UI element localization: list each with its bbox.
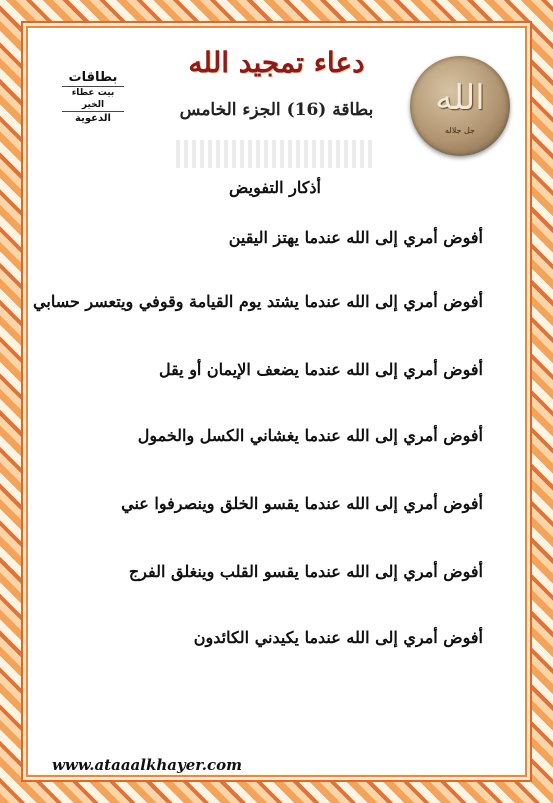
logo-line-3: الدعوية xyxy=(75,113,111,124)
logo-line-2: بيت عطاء الخير xyxy=(62,86,124,112)
dua-line: أفوض أمري إلى الله عندما يهتز اليقين xyxy=(228,228,483,247)
dua-line: أفوض أمري إلى الله عندما يكيدني الكائدون xyxy=(193,628,483,647)
dua-line: أفوض أمري إلى الله عندما يقسو القلب وينغلق الفرج xyxy=(128,562,483,581)
section-title: أذكار التفويض xyxy=(229,178,321,197)
logo-line-1: بطاقات xyxy=(68,70,118,85)
dua-line: أفوض أمري إلى الله عندما يقسو الخلق وينصرفوا عني xyxy=(121,494,483,513)
dua-line: أفوض أمري إلى الله عندما يغشاني الكسل والخمول xyxy=(137,426,483,445)
page-title: دعاء تمجيد الله xyxy=(188,46,365,79)
medallion-caption: جل جلاله xyxy=(445,126,475,135)
card-subtitle: بطاقة (16) الجزء الخامس xyxy=(179,100,374,120)
allah-medallion-icon xyxy=(410,56,510,156)
publisher-logo xyxy=(62,70,124,124)
decorative-divider xyxy=(176,140,376,168)
medallion-calligraphy: الله xyxy=(435,78,485,118)
website-link[interactable]: www.ataaalkhayer.com xyxy=(52,756,242,774)
dua-line: أفوض أمري إلى الله عندما يضعف الإيمان أو يقل xyxy=(158,360,483,379)
dua-line: أفوض أمري إلى الله عندما يشتد يوم القيامة وقوفي ويتعسر حسابي xyxy=(33,292,483,311)
